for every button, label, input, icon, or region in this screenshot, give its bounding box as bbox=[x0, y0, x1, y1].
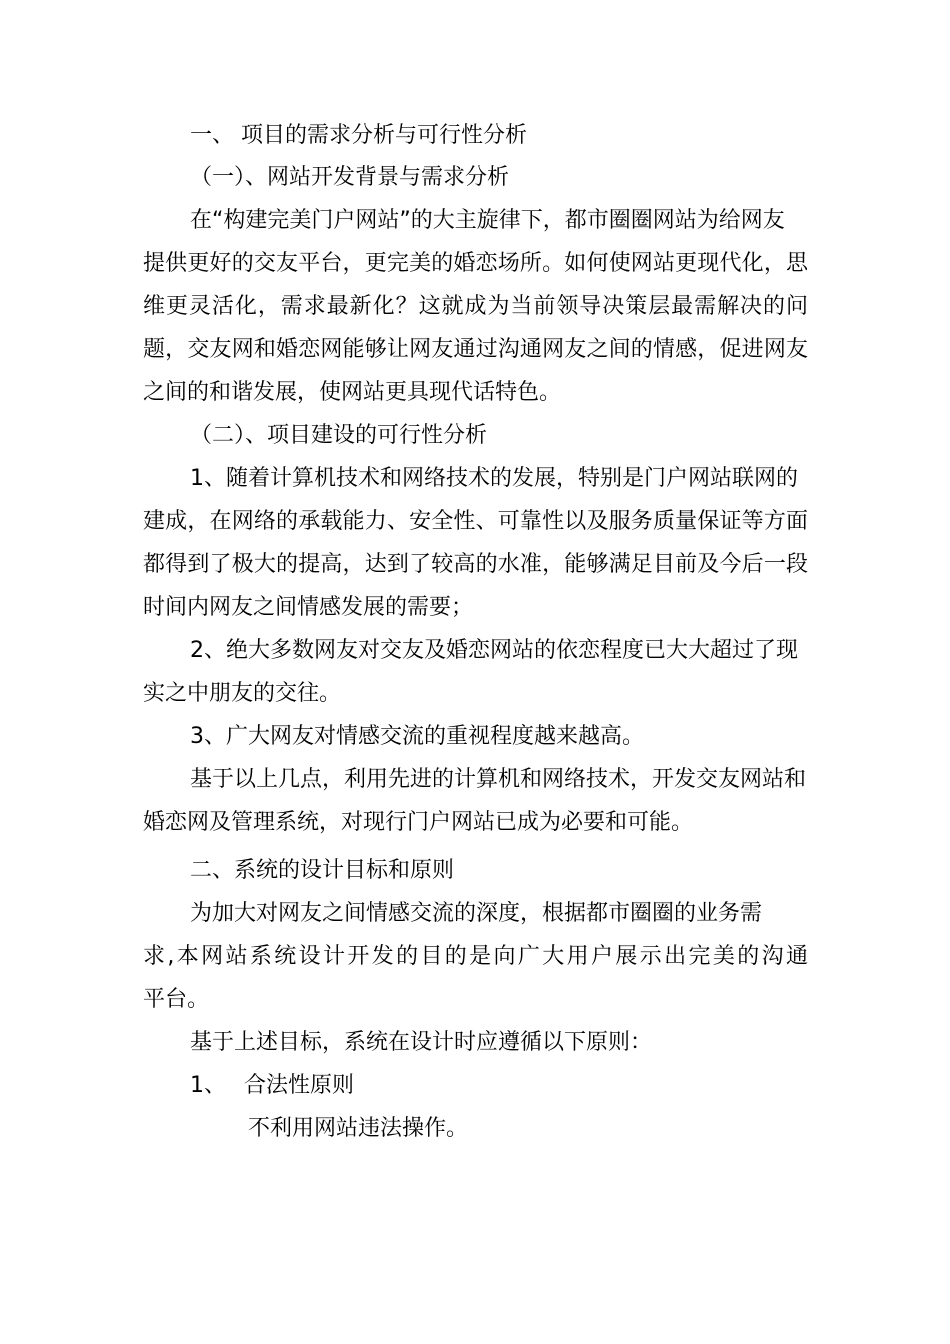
subsection-heading-1: （一）、网站开发背景与需求分析 bbox=[190, 165, 510, 190]
principle-number: 1、 bbox=[190, 1073, 226, 1098]
principle-title: 合法性原则 bbox=[244, 1073, 355, 1098]
paragraph-line: 题，交友网和婚恋网能够让网友通过沟通网友之间的情感，促进网友 bbox=[143, 337, 808, 362]
list-item-line: 时间内网友之间情感发展的需要； bbox=[143, 595, 474, 620]
paragraph-line: 之间的和谐发展，使网站更具现代话特色。 bbox=[143, 380, 562, 405]
subsection-heading-2: （二）、项目建设的可行性分析 bbox=[190, 423, 488, 448]
list-item-line: 都得到了极大的提高，达到了较高的水准，能够满足目前及今后一段 bbox=[143, 552, 808, 577]
list-item-line: 2、绝大多数网友对交友及婚恋网站的依恋程度已大大超过了现 bbox=[190, 638, 798, 663]
paragraph-line: 基于上述目标，系统在设计时应遵循以下原则： bbox=[190, 1030, 653, 1055]
paragraph-line: 提供更好的交友平台，更完美的婚恋场所。如何使网站更现代化，思 bbox=[143, 251, 808, 276]
list-item-line: 实之中朋友的交往。 bbox=[143, 681, 342, 706]
paragraph-line: 基于以上几点，利用先进的计算机和网络技术，开发交友网站和 bbox=[190, 767, 807, 792]
paragraph-line: 婚恋网及管理系统，对现行门户网站已成为必要和可能。 bbox=[143, 810, 694, 835]
paragraph-line: 平台。 bbox=[143, 987, 210, 1012]
list-item-line: 建成，在网络的承载能力、安全性、可靠性以及服务质量保证等方面 bbox=[143, 509, 808, 534]
list-item-line: 3、广大网友对情感交流的重视程度越来越高。 bbox=[190, 724, 644, 749]
list-item-line: 1、随着计算机技术和网络技术的发展，特别是门户网站联网的 bbox=[190, 466, 798, 491]
principle-description: 不利用网站违法操作。 bbox=[248, 1116, 469, 1141]
paragraph-line: 在“构建完美门户网站”的大主旋律下，都市圈圈网站为给网友 bbox=[190, 208, 785, 233]
paragraph-line: 维更灵活化，需求最新化？这就成为当前领导决策层最需解决的问 bbox=[143, 294, 808, 319]
section-heading-1: 一、 项目的需求分析与可行性分析 bbox=[190, 123, 527, 148]
paragraph-line: 为加大对网友之间情感交流的深度，根据都市圈圈的业务需 bbox=[190, 901, 763, 926]
paragraph-line: 求,本网站系统设计开发的目的是向广大用户展示出完美的沟通 bbox=[143, 944, 808, 969]
section-heading-2: 二、系统的设计目标和原则 bbox=[190, 858, 455, 883]
